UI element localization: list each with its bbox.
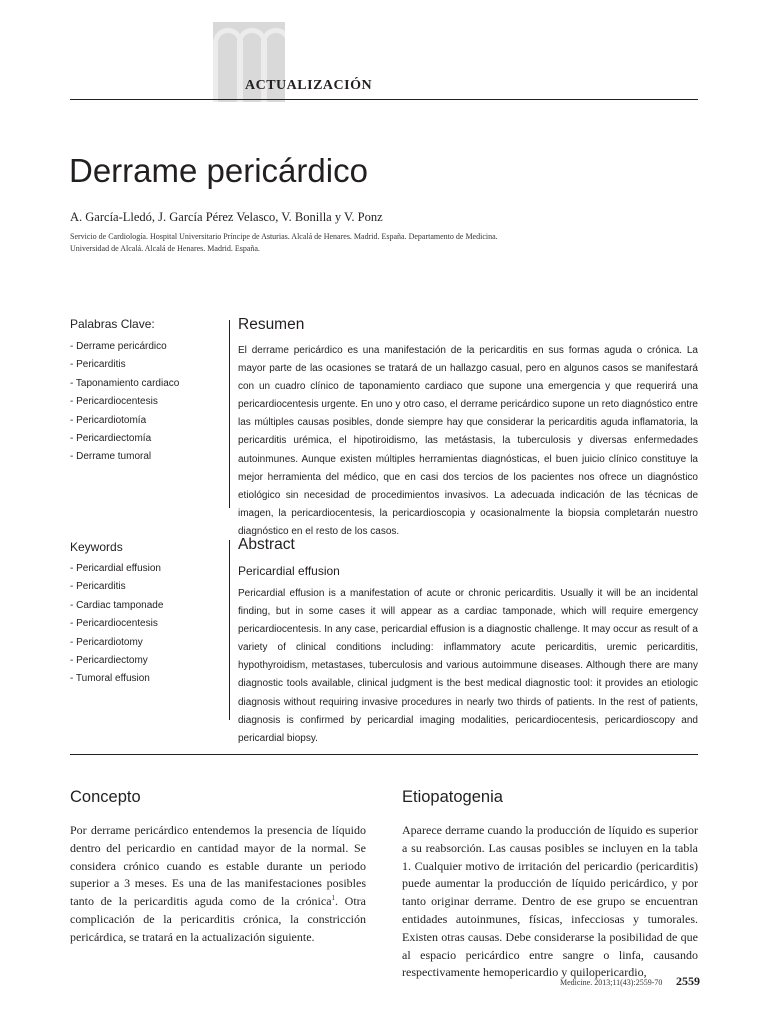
- concepto-text: [70, 822, 366, 947]
- palabra-clave-item: - Taponamiento cardiaco: [70, 377, 180, 389]
- etiopatogenia-text: Aparece derrame cuando la producción de líquido es superior a su reabsorción. Las causas posibles se incluyen en la tabla 1. Cualquier motivo de irritación del pericardio (pericarditis) puede aumentar la producción de líquido pericárdico, y por tanto originar derrame. Dentro de ese grupo se encuentran entidades autoinmunes, físicas, infecciosas y tumorales. Existen otras causas. Debe considerarse la posibilidad de que al espacio pericárdico entre sangre o linfa, causando respectivamente hemopericardio y quilopericardio,: [402, 823, 698, 980]
- palabra-clave-item: - Derrame pericárdico: [70, 341, 167, 352]
- concepto-heading: Concepto: [70, 788, 141, 806]
- article-authors: A. García-Lledó, J. García Pérez Velasco, V. Bonilla y V. Ponz: [70, 210, 383, 224]
- abstract-text: Pericardial effusion is a manifestation of acute or chronic pericarditis. Usually it will be an incidental finding, but in some cases it will appear as a cardiac tamponade, which will require emergency pericardiocentesis. In any case, pericardial effusion is a diagnostic challenge. It may occur as result of a variety of clinical conditions including: inflammatory acute pericarditis, uremic pericarditis, hypothyroidism, metastases, tuberculosis and various autoimmune diseases. Although there are many diagnostic tools available, clinical judgment is the best medical diagnostic tool: it provides an etiologic diagnosis without requiring invasive procedures in nearly two thirds of patients. In the rest of patients, diagnosis is confirmed by pericardial imaging modalities, pericardiocentesis, pericardioscopy and pericardial biopsy.: [238, 588, 698, 744]
- concepto-text-b: . Otra complicación de la pericarditis crónica, la constricción pericárdica, se tratará en la actualización siguiente.: [70, 894, 366, 944]
- keyword-item: - Pericardiocentesis: [70, 618, 158, 630]
- header-divider: [70, 99, 698, 100]
- keyword-item: - Cardiac tamponade: [70, 599, 164, 611]
- page-number: 2559: [676, 974, 700, 988]
- keywords-list: [70, 560, 163, 689]
- resumen-vertical-rule: [229, 320, 230, 508]
- concepto-text-a: Por derrame pericárdico entendemos la presencia de líquido dentro del pericardio en cantidad mayor de la normal. Se considera crónico cuando es estable durante un periodo superior a 3 meses. Es una de las manifestaciones posibles tanto de la pericarditis aguda como de la crónica: [70, 823, 366, 909]
- keyword-item: - Pericarditis: [70, 581, 126, 593]
- palabra-clave-item: - Pericardiocentesis: [70, 396, 158, 408]
- etiopatogenia-heading: Etiopatogenia: [402, 788, 503, 806]
- article-title: Derrame pericárdico: [69, 152, 368, 189]
- palabra-clave-item: - Pericardiotomía: [70, 414, 147, 426]
- keyword-item: - Pericardiectomy: [70, 654, 148, 666]
- resumen-text: El derrame pericárdico es una manifestación de la pericarditis en sus formas aguda o crónica. La mayor parte de las ocasiones se tratará de un hallazgo casual, pero en algunos casos se manifestará con un cuadro clínico de taponamiento cardiaco que supone una emergencia y que requerirá una pericardiocentesis urgente. En uno y otro caso, el derrame pericárdico supone un reto diagnóstico entre las múltiples causas posibles, donde siempre hay que considerar la pericarditis aguda inflamatoria, la pericarditis urémica, el hipotiroidismo, las metástasis, la tuberculosis y diversas enfermedades autoinmunes. Aunque existen múltiples herramientas diagnósticas, el buen juicio clínico constituye la mejor herramienta del médico, que en casi dos tercios de los pacientes nos ofrece un diagnóstico etiológico sin necesidad de procedimientos invasivos. La adecuada indicación de las técnicas de imagen, la pericardiocentesis, la pericardioscopia y ocasionalmente la biopsia completarán nuestro diagnóstico en el resto de los casos.: [238, 345, 698, 537]
- keyword-item: - Pericardiotomy: [70, 636, 143, 648]
- palabra-clave-item: - Pericarditis: [70, 359, 126, 371]
- section-label: ACTUALIZACIÓN: [245, 78, 373, 93]
- abstract-vertical-rule: [229, 540, 230, 720]
- section-divider: [70, 754, 698, 755]
- keyword-item: - Tumoral effusion: [70, 673, 150, 685]
- palabras-clave-title: Palabras Clave:: [70, 317, 155, 331]
- abstract-heading: Abstract: [238, 536, 295, 553]
- palabras-clave-list: [70, 338, 179, 467]
- reference-1: 1: [331, 894, 336, 903]
- palabra-clave-item: - Pericardiectomía: [70, 432, 152, 444]
- keywords-title: Keywords: [70, 540, 123, 554]
- footer-citation: Medicine. 2013;11(43):2559-70: [560, 978, 663, 987]
- keyword-item: - Pericardial effusion: [70, 563, 161, 574]
- resumen-heading: Resumen: [238, 316, 305, 333]
- article-affiliation: Servicio de Cardiología. Hospital Universitario Príncipe de Asturias. Alcalá de Henares. Madrid. España. Departamento de Medicina. Universidad de Alcalá. Alcalá de Henares. Madrid. España.: [70, 232, 498, 253]
- abstract-subtitle: Pericardial effusion: [238, 564, 340, 578]
- palabra-clave-item: - Derrame tumoral: [70, 451, 152, 463]
